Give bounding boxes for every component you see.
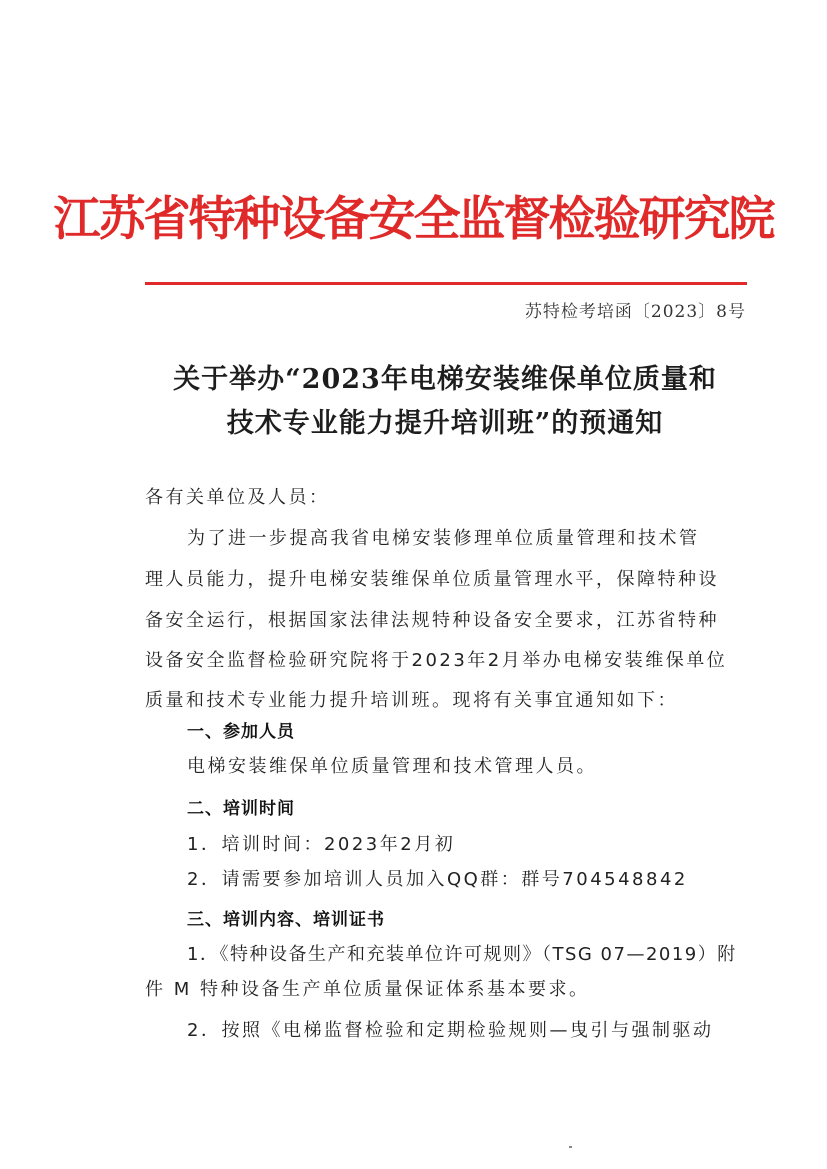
letterhead-red-divider [145, 282, 747, 285]
section-1-body: 电梯安装维保单位质量管理和技术管理人员。 [187, 756, 597, 777]
institute-letterhead-title: 江苏省特种设备安全监督检验研究院 [53, 192, 774, 247]
section-2-heading: 二、培训时间 [187, 799, 295, 819]
section-3-heading: 三、培训内容、培训证书 [187, 910, 385, 930]
notice-title-line-2: 技术专业能力提升培训班”的预通知 [226, 408, 664, 439]
document-number: 苏特检考培函〔2023〕8号 [524, 302, 746, 322]
section-3-item-1-line-1: 1．《特种设备生产和充装单位许可规则》（TSG 07—2019）附 [187, 944, 737, 965]
salutation: 各有关单位及人员： [145, 487, 330, 508]
section-2-item-2: 2．请需要参加培训人员加入QQ群：群号704548842 [187, 869, 688, 890]
section-2-item-1: 1．培训时间：2023年2月初 [187, 834, 456, 855]
section-3-item-2-line-1: 2．按照《电梯监督检验和定期检验规则—曳引与强制驱动 [187, 1020, 714, 1041]
section-1-heading: 一、参加人员 [187, 722, 295, 742]
intro-line-2: 理人员能力，提升电梯安装维保单位质量管理水平，保障特种设 [145, 569, 719, 590]
intro-line-3: 备安全运行，根据国家法律法规特种设备安全要求，江苏省特种 [145, 610, 719, 631]
intro-line-1: 为了进一步提高我省电梯安装修理单位质量管理和技术管 [187, 528, 700, 549]
section-3-item-1-line-2: 件 M 特种设备生产单位质量保证体系基本要求。 [145, 979, 590, 1000]
intro-line-5: 质量和技术专业能力提升培训班。现将有关事宜通知如下： [145, 690, 678, 711]
scan-speck [569, 1146, 572, 1148]
intro-line-4: 设备安全监督检验研究院将于2023年2月举办电梯安装维保单位 [145, 650, 728, 671]
notice-title-line-1: 关于举办“2023年电梯安装维保单位质量和 [173, 364, 717, 395]
